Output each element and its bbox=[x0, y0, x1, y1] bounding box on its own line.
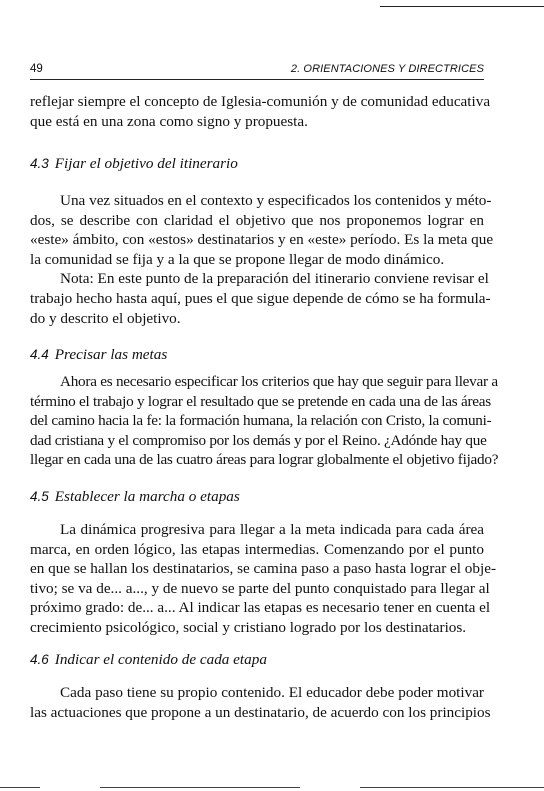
text-line: Nota: En este punto de la preparación del itinerario conviene revisar el bbox=[60, 270, 489, 288]
header-rule bbox=[30, 79, 484, 80]
text-line: dos, se describe con claridad el objetivo que nos proponemos lograr en bbox=[30, 211, 484, 229]
text-line: do y descrito el objetivo. bbox=[30, 309, 181, 327]
page-header bbox=[30, 63, 484, 79]
page-number: 49 bbox=[30, 63, 43, 75]
text-line: las actuaciones que propone a un destinatario, de acuerdo con los principios bbox=[30, 703, 491, 721]
section-heading-4-4 bbox=[30, 346, 167, 364]
section-body-4-4 bbox=[30, 372, 499, 470]
text-line: La dinámica progresiva para llegar a la meta indicada para cada área bbox=[60, 521, 484, 538]
scan-edge-mark bbox=[0, 787, 40, 788]
section-number: 4.6 bbox=[30, 652, 49, 667]
text-line: reflejar siempre el concepto de Iglesia-comunión y de comunidad educativa bbox=[30, 93, 491, 110]
section-heading-4-5 bbox=[30, 488, 240, 506]
section-heading-4-3 bbox=[30, 155, 238, 173]
text-line: Una vez situados en el contexto y especificados los contenidos y méto- bbox=[60, 192, 492, 209]
text-line: marca, en orden lógico, las etapas intermedias. Comenzando por el punto bbox=[30, 540, 484, 558]
text-line: crecimiento psicológico, social y cristiano logrado por los destinatarios. bbox=[30, 618, 467, 636]
text-line: término el trabajo y lograr el resultado que se pretende en cada una de las áreas bbox=[30, 392, 491, 410]
section-title: Establecer la marcha o etapas bbox=[54, 488, 240, 505]
section-body-4-6 bbox=[30, 683, 491, 722]
top-edge-rule bbox=[380, 6, 544, 7]
text-line: Ahora es necesario especificar los criterios que hay que seguir para llevar a bbox=[60, 373, 498, 390]
text-line: que está en una zona como signo y propuesta. bbox=[30, 112, 308, 130]
scan-edge-mark bbox=[360, 787, 544, 788]
section-body-4-3 bbox=[30, 191, 494, 328]
text-line: en que se hallan los destinatarios, se camina paso a paso hasta lograr el obje- bbox=[30, 560, 497, 578]
section-number: 4.4 bbox=[30, 347, 49, 362]
text-line: tivo; se va de... a..., y de nuevo se parte del punto conquistado para llegar al bbox=[30, 579, 490, 597]
section-title: Fijar el objetivo del itinerario bbox=[54, 155, 238, 172]
text-line: dad cristiana y el compromiso por los demás y por el Reino. ¿Adónde hay que bbox=[30, 431, 487, 449]
text-line: Cada paso tiene su propio contenido. El educador debe poder motivar bbox=[60, 684, 484, 701]
text-line: «este» ámbito, con «estos» destinatarios y en «este» período. Es la meta que bbox=[30, 231, 494, 249]
text-line: del camino hacia la fe: la formación humana, la relación con Cristo, la comuni- bbox=[30, 412, 492, 430]
section-title: Indicar el contenido de cada etapa bbox=[54, 651, 267, 668]
text-line: próximo grado: de... a... Al indicar las etapas es necesario tener en cuenta el bbox=[30, 599, 491, 617]
scan-edge-mark bbox=[100, 787, 300, 788]
section-number: 4.3 bbox=[30, 156, 49, 171]
text-line: llegar en cada una de las cuatro áreas para lograr globalmente el objetivo fijado? bbox=[30, 451, 499, 469]
text-line: trabajo hecho hasta aquí, pues el que sigue depende de cómo se ha formula- bbox=[30, 289, 491, 307]
running-title: 2. ORIENTACIONES Y DIRECTRICES bbox=[290, 63, 484, 75]
section-heading-4-6 bbox=[30, 651, 267, 669]
intro-paragraph bbox=[30, 92, 491, 131]
section-title: Precisar las metas bbox=[54, 346, 168, 363]
text-line: la comunidad se fija y a la que se propone llegar de modo dinámico. bbox=[30, 250, 445, 268]
section-body-4-5 bbox=[30, 520, 497, 638]
section-number: 4.5 bbox=[30, 489, 49, 504]
